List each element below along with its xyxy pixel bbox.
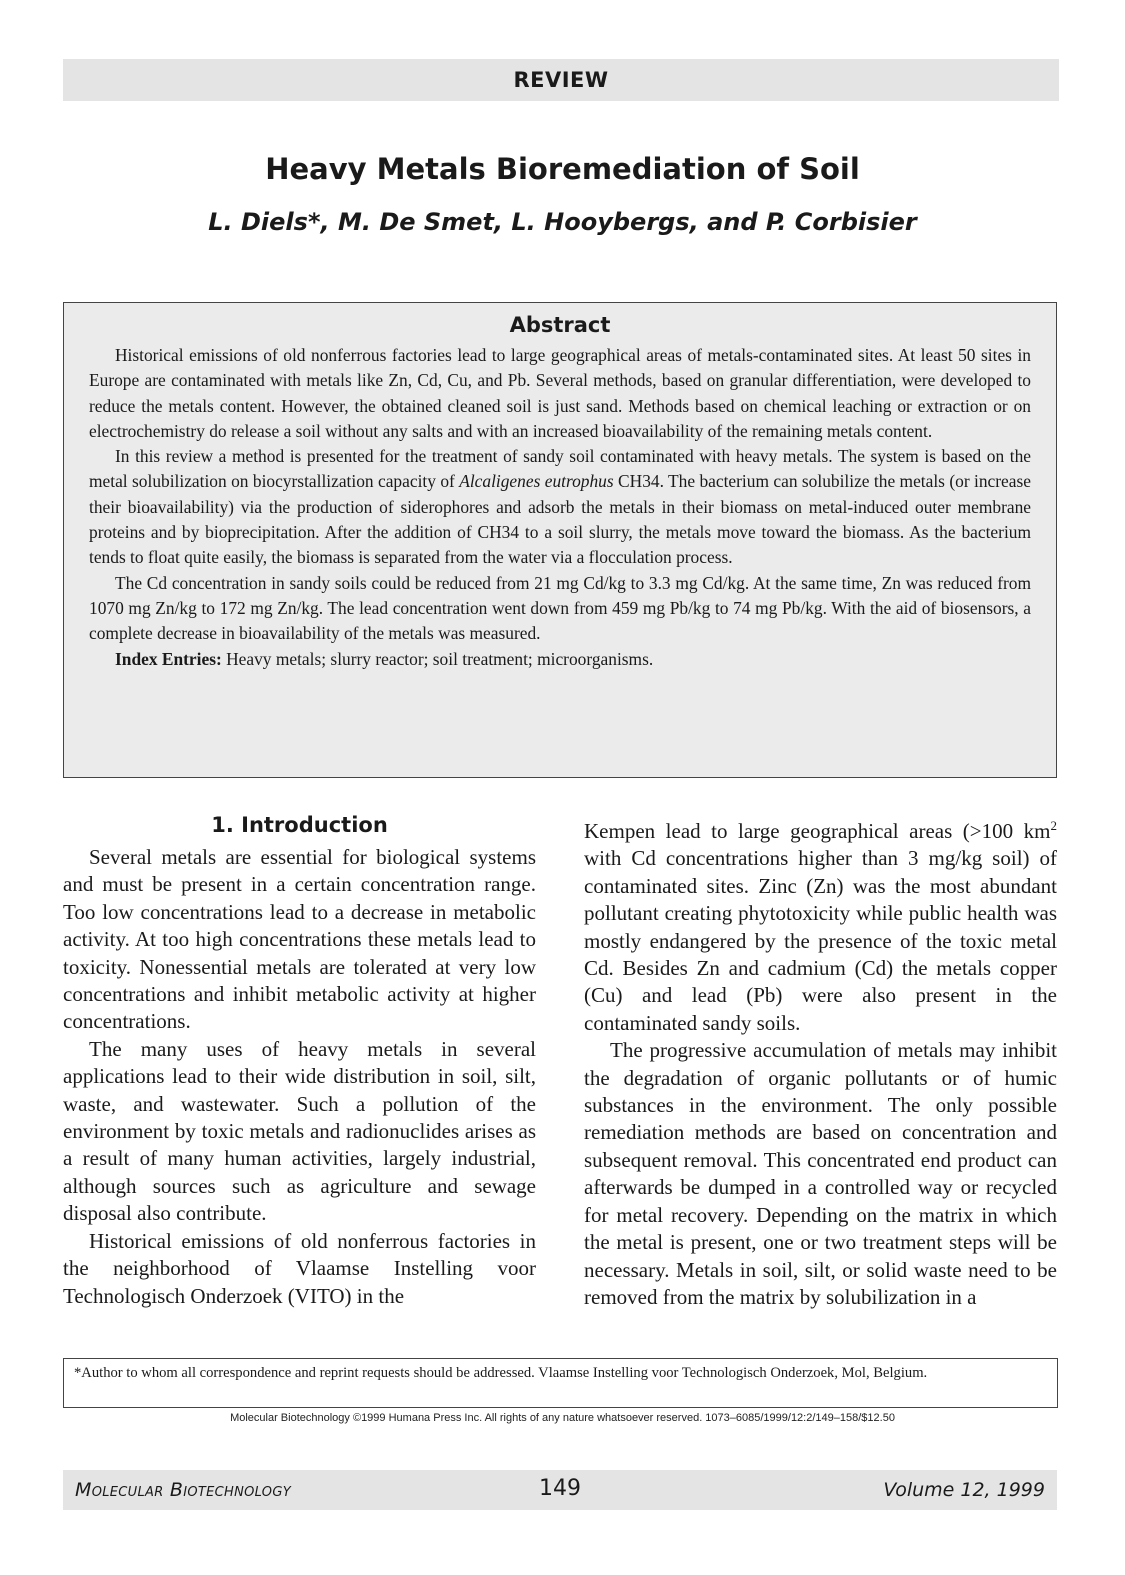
abstract-paragraph: Historical emissions of old nonferrous factories lead to large geographical areas of metals-contaminated sites. At least 50 sites in Europe are contaminated with metals like Zn, Cd, Cu, and Pb. Several methods, based on granular differentiation, were developed to reduce the metals content. However, the obtained cleaned soil is just sand. Methods based on chemical leaching or extraction or on electrochemistry do release a soil without any salts and with an increased bioavailability of the remaining metals content. — [89, 345, 1031, 441]
index-entries-text: Heavy metals; slurry reactor; soil treatment; microorganisms. — [221, 648, 654, 669]
body-paragraph: The progressive accumulation of metals may inhibit the degradation of organic pollutants or of humic substances in the environment. The only possible remediation methods are based on concentration and subsequent removal. This concentrated end product can afterwards be dumped in a controlled way or recycled for metal recovery. Depending on the matrix in which the metal is present, one or two treatment steps will be necessary. Metals in soil, silt, or solid waste need to be removed from the matrix by solubilization in a — [584, 1038, 1057, 1309]
abstract-paragraph — [89, 444, 1031, 570]
body-paragraph: The many uses of heavy metals in several applications lead to their wide distribution in soil, silt, waste, and wastewater. Such a pollution of the environment by toxic metals and radionuclides arises as a result of many human activities, largely industrial, although sources such as agriculture and sewage disposal also contribute. — [63, 1036, 536, 1226]
species-name: Alcaligenes eutrophus — [459, 471, 614, 492]
body-paragraph: Historical emissions of old nonferrous factories in the neighborhood of Vlaamse Instelling voor Technologisch Onderzoek (VITO) in the — [63, 1228, 536, 1308]
index-entries-label: Index Entries: — [115, 648, 222, 669]
abstract-box — [63, 302, 1057, 778]
left-column — [63, 810, 536, 1310]
section-heading-introduction: 1. Introduction — [211, 813, 388, 837]
page-number: 149 — [539, 1476, 581, 1501]
page-footer — [63, 1470, 1057, 1510]
index-entries — [89, 647, 1031, 672]
copyright-line: Molecular Biotechnology ©1999 Humana Press Inc. All rights of any nature whatsoever reserved. 1073–6085/1999/12:2/149–158/$12.50 — [230, 1412, 895, 1424]
body-paragraph: Several metals are essential for biological systems and must be present in a certain concentration range. Too low concentrations lead to a decrease in metabolic activity. At too high concentrations these metals lead to toxicity. Nonessential metals are tolerated at very low concentrations and inhibit metabolic activity at higher concentrations. — [63, 845, 536, 1034]
right-column — [584, 818, 1057, 1311]
superscript: 2 — [1050, 818, 1057, 833]
volume-info: Volume 12, 1999 — [883, 1479, 1045, 1501]
body-paragraph — [584, 818, 1057, 1037]
body-text: with Cd concentrations higher than 3 mg/kg soil) of contaminated sites. Zinc (Zn) was the most abundant pollutant creating phytotoxicity while public health was mostly endangered by the presence of the toxic metal Cd. Besides Zn and cadmium (Cd) the metals copper (Cu) and lead (Pb) were also present in the contaminated sandy soils. — [584, 846, 1057, 1035]
journal-name: Molecular Biotechnology — [75, 1479, 291, 1501]
body-text: Kempen lead to large geographical areas (>100 km — [584, 819, 1051, 843]
abstract-heading: Abstract — [509, 313, 611, 337]
article-authors: L. Diels*, M. De Smet, L. Hooybergs, and P. Corbisier — [208, 208, 917, 236]
abstract-text: CH34. The bacterium can solubilize the metals (or increase their bioavailability) via the production of siderophores and adsorb the metals in their biomass on metal-induced outer membrane proteins and by bioprecipitation. After the addition of CH34 to a soil slurry, the metals move toward the biomass. As the bacterium tends to float quite easily, the biomass is separated from the water via a flocculation process. — [89, 471, 1031, 568]
author-footnote: *Author to whom all correspondence and reprint requests should be addressed. Vlaamse Instelling voor Technologisch Onderzoek, Mol, Belgium. — [63, 1358, 1058, 1408]
abstract-text: In this review a method is presented for the treatment of sandy soil contaminated with heavy metals. The system is based on the metal solubilization on biocyrstallization capacity of — [89, 446, 1031, 492]
section-label-bar — [63, 59, 1059, 101]
abstract-paragraph: The Cd concentration in sandy soils could be reduced from 21 mg Cd/kg to 3.3 mg Cd/kg. At the same time, Zn was reduced from 1070 mg Zn/kg to 172 mg Zn/kg. The lead concentration went down from 459 mg Pb/kg to 74 mg Pb/kg. With the aid of biosensors, a complete decrease in bioavailability of the metals was measured. — [89, 572, 1031, 644]
section-label: REVIEW — [513, 68, 609, 92]
article-title: Heavy Metals Bioremediation of Soil — [265, 152, 860, 186]
